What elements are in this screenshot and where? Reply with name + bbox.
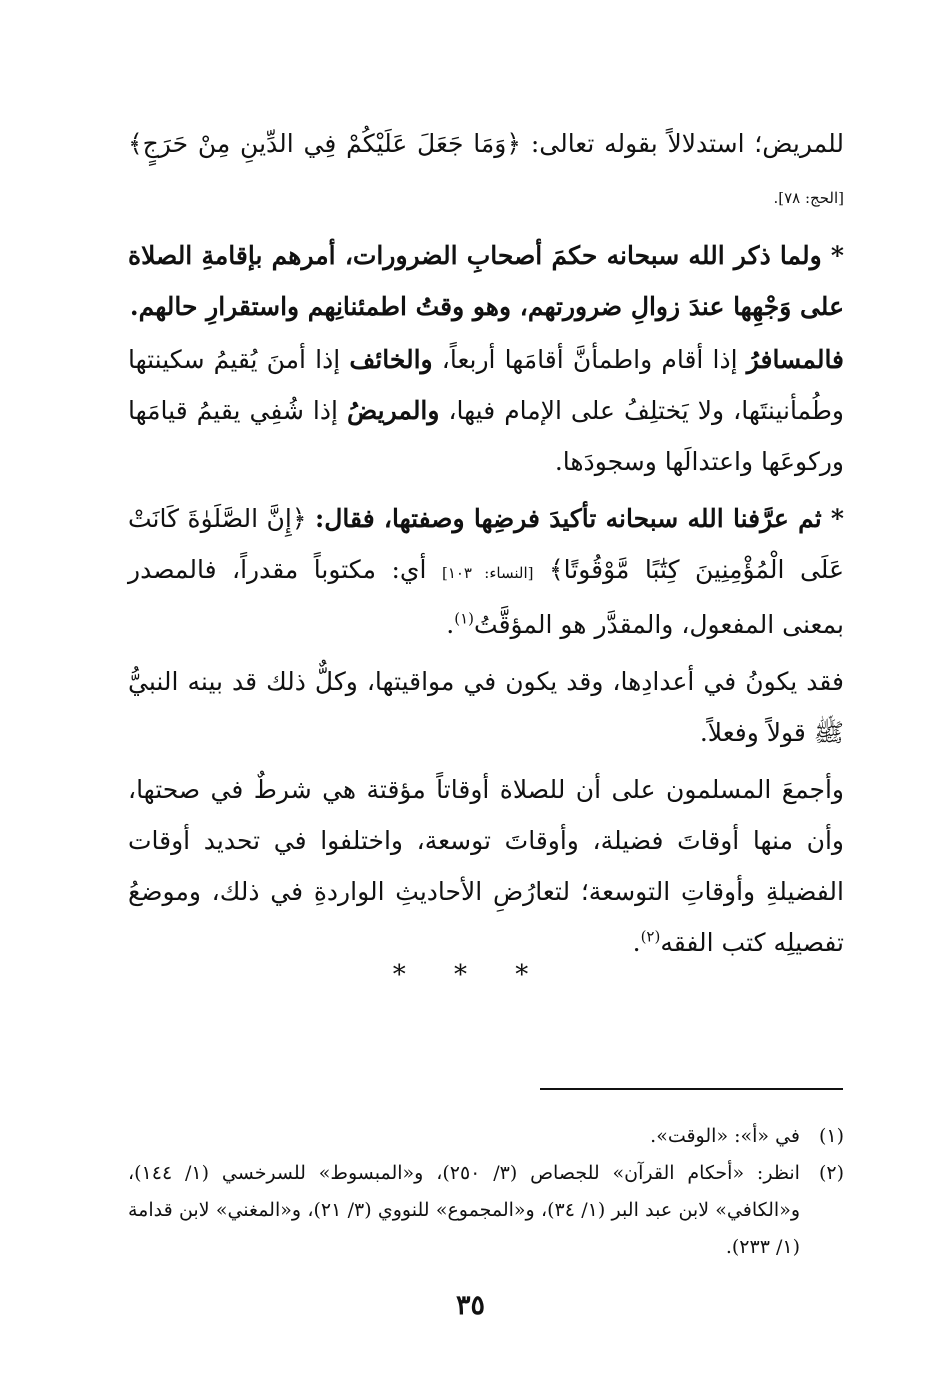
- paragraph-3-text-2: إذا أمنَ يُقيمُ سكينتها وطُمأنينتَها، ولا يَختلِفُ على الإمام فيها،: [128, 345, 844, 425]
- footnote-1: [128, 1118, 844, 1155]
- footnote-marker-2: (٢): [640, 927, 661, 946]
- term-sick: والمريضُ: [346, 396, 440, 425]
- footnote-number: (٢): [818, 1162, 844, 1184]
- paragraph-1-lead: للمريض؛ استدلالاً بقوله تعالى:: [530, 129, 844, 158]
- footnote-text: في «أ»: «الوقت».: [650, 1125, 800, 1147]
- term-fearful: والخائف: [349, 345, 433, 374]
- paragraph-4-end: .: [446, 610, 455, 639]
- section-separator: * * *: [392, 960, 549, 990]
- paragraph-6-text: وأجمعَ المسلمون على أن للصلاة أوقاتاً مؤقتة هي شرطٌ في صحتها، وأن منها أوقاتَ فضيلة، وأوقاتَ توسعة، واختلفوا في تحديد أوقات الفضيلةِ وأوقاتِ التوسعة؛ لتعارُضِ الأحاديثِ الواردةِ في ذلك، وموضعُ تفصيلِه كتب الفقه: [128, 775, 844, 957]
- verse-reference-hajj: [الحج: ٧٨].: [773, 189, 844, 207]
- paragraph-2: * ولما ذكر الله سبحانه حكمَ أصحابِ الضرورات، أمرهم بإقامةِ الصلاة على وَجْهِها عندَ زوالِ ضرورتهم، وهو وقتُ اطمئنانِهم واستقرارِ حالهم.: [128, 241, 844, 321]
- footnote-marker-1: (١): [454, 609, 475, 628]
- page-number: ٣٥: [455, 1290, 485, 1321]
- footnote-text: انظر: «أحكام القرآن» للجصاص (٣/ ٢٥٠)، و«المبسوط» للسرخسي (١/ ١٤٤)، و«الكافي» لابن عبد البر (١/ ٣٤)، و«المجموع» للنووي (٣/ ٢١)، و«المغني» لابن قدامة (١/ ٢٣٣).: [128, 1162, 800, 1258]
- paragraph-4-tail: أي: مكتوباً مقدراً، فالمصدر بمعنى المفعول، والمقدَّر هو المؤقَّتُ: [128, 555, 844, 639]
- paragraph-5: فقد يكونُ في أعدادِها، وقد يكون في مواقيتها، وكلٌّ ذلك قد بينه النبيُّ ﷺ قولاً وفعلاً.: [128, 667, 844, 747]
- paragraph-3-text-1: إذا أقام واطمأنَّ أقامَها أربعاً،: [432, 345, 747, 374]
- paragraph-1: [128, 118, 844, 224]
- paragraph-6-end: .: [632, 928, 641, 957]
- main-text: [128, 118, 844, 968]
- paragraph-4-lead: * ثم عرَّفنا الله سبحانه تأكيدَ فرضِها وصفتها، فقال:: [315, 504, 844, 533]
- quran-verse-hajj: ﴿وَمَا جَعَلَ عَلَيْكُمْ فِي الدِّينِ مِنْ حَرَجٍ﴾: [128, 129, 522, 158]
- paragraph-3-text-3: إذا شُفِي يقيمُ قيامَها وركوعَها واعتدالَها وسجودَها.: [128, 396, 844, 476]
- verse-reference-nisa: [النساء: ١٠٣]: [441, 564, 534, 582]
- quran-verse-nisa: ﴿إِنَّ الصَّلَوٰةَ كَانَتْ عَلَى الْمُؤْمِنِينَ كِتَٰبًا مَّوْقُوتًا﴾: [128, 504, 844, 584]
- paragraph-3: [128, 334, 844, 487]
- footnotes: [128, 1118, 844, 1266]
- footnote-divider: [540, 1088, 843, 1090]
- term-traveler: فالمسافرُ: [746, 345, 845, 374]
- footnote-2: [128, 1155, 844, 1266]
- paragraph-4: [128, 493, 844, 650]
- footnote-number: (١): [818, 1125, 844, 1147]
- paragraph-6: [128, 764, 844, 968]
